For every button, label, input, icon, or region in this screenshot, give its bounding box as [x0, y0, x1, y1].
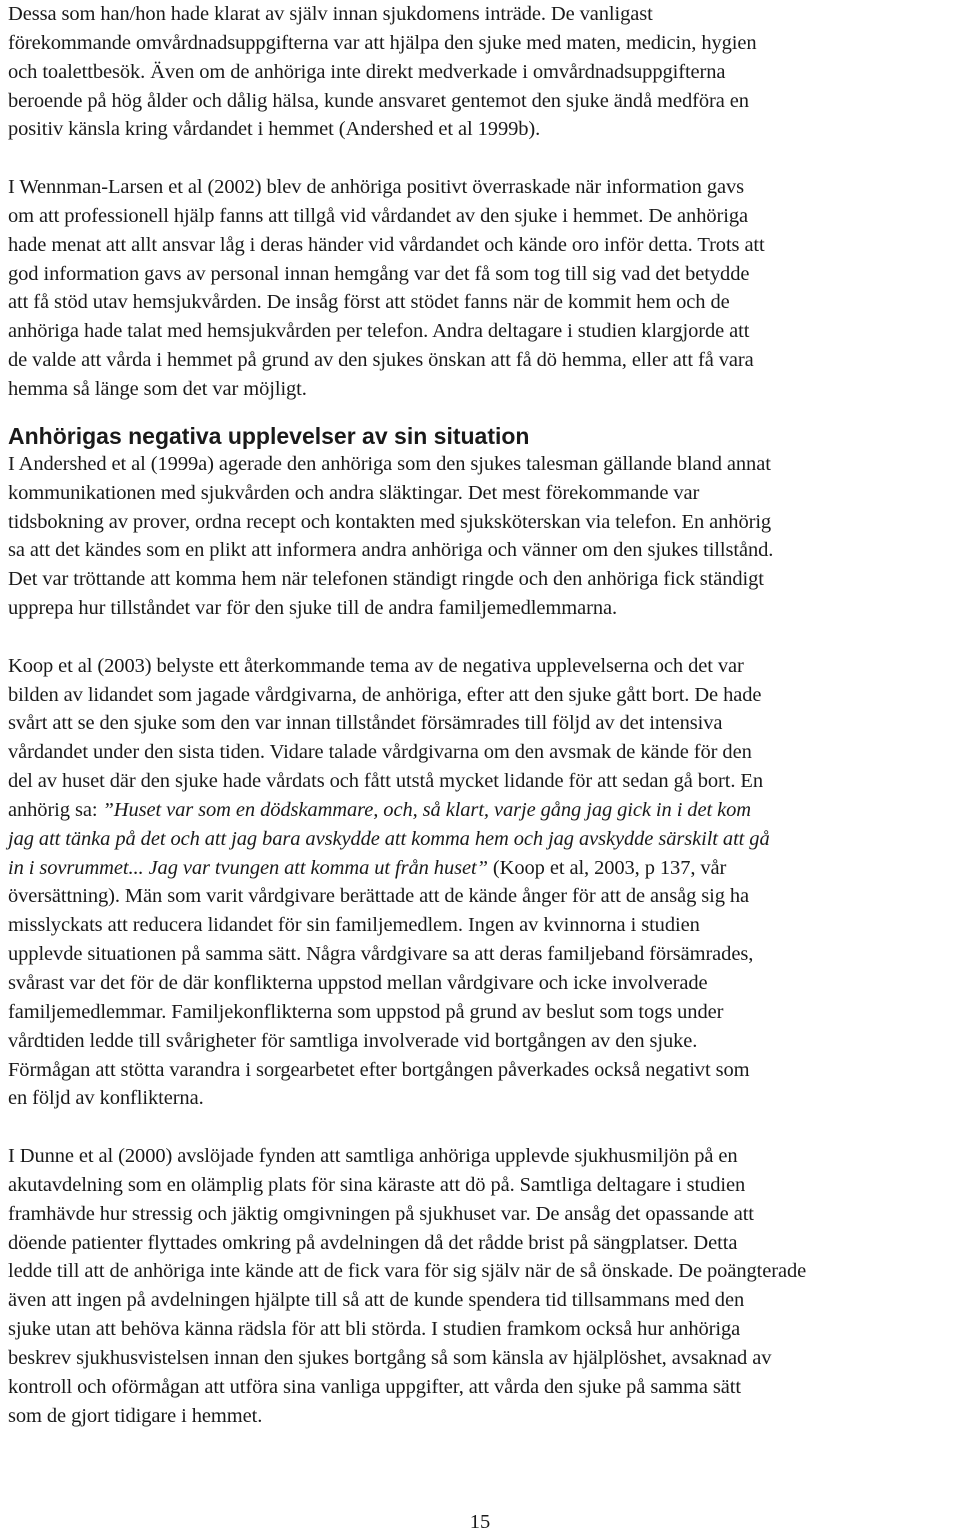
text-line: att få stöd utav hemsjukvården. De insåg först att stödet fanns när de kommit hem och de — [8, 291, 730, 314]
text-line: anhöriga hade talat med hemsjukvården per telefon. Andra deltagare i studien klargjorde att — [8, 320, 750, 343]
text-line: bilden av lidandet som jagade vårdgivarna, de anhöriga, efter att den sjuke gått bort. De hade — [8, 683, 762, 706]
text-line: familjemedlemmar. Familjekonflikterna som uppstod på grund av beslut som togs under — [8, 1000, 724, 1023]
text-line: även att ingen på avdelningen hjälpte till så att de kunde spendera tid tillsammans med den — [8, 1289, 745, 1312]
quote-citation: (Koop et al, 2003, p 137, vår — [487, 856, 727, 879]
text-line: I Dunne et al (2000) avslöjade fynden att samtliga anhöriga upplevde sjukhusmiljön på en — [8, 1145, 738, 1168]
text-line: svårast var det för de där konflikterna uppstod mellan vårdgivare och icke involverade — [8, 972, 708, 994]
text-line: vårdtiden ledde till svårigheter för samtliga involverade vid bortgången av den sjuke. — [8, 1029, 698, 1052]
text-line: sjuke utan att behöva känna rädsla för att bli störda. I studien framkom också hur anhöriga — [8, 1318, 741, 1341]
paragraph-gap — [8, 144, 958, 173]
text-line: Det var tröttande att komma hem när telefonen ständigt ringde och den anhöriga fick ständigt — [8, 568, 764, 591]
text-line: svårt att se den sjuke som den var innan tillståndet försämrades till följd av det intensiva — [8, 712, 723, 735]
text-line — [8, 796, 958, 825]
text-line: en följd av konflikterna. — [8, 1087, 204, 1110]
text-line: I Andershed et al (1999a) agerade den anhöriga som den sjukes talesman gällande bland annat — [8, 452, 771, 475]
text-line: beskrev sjukhusvistelsen innan den sjukes bortgång så som känsla av hjälplöshet, avsaknad av — [8, 1346, 772, 1369]
text-line: hemma så länge som det var möjligt. — [8, 377, 307, 400]
paragraph-gap — [8, 1113, 958, 1142]
text-line: akutavdelning som en olämplig plats för sina käraste att dö på. Samtliga deltagare i studien — [8, 1173, 746, 1196]
text-line: Dessa som han/hon hade klarat av själv innan sjukdomens inträde. De vanligast — [8, 3, 653, 25]
text-line: som de gjort tidigare i hemmet. — [8, 1404, 263, 1427]
text-line: ledde till att de anhöriga inte kände att de fick vara för sig själv när de så önskade. De poängterade — [8, 1260, 807, 1283]
text-line: sa att det kändes som en plikt att informera andra anhöriga och vänner om den sjukes tillstånd. — [8, 539, 774, 562]
paragraph-1 — [8, 0, 958, 144]
document-page — [8, 0, 958, 1431]
text-line: tidsbokning av prover, ordna recept och kontakten med sjuksköterskan via telefon. En anhörig — [8, 510, 772, 533]
text-line: positiv känsla kring vårdandet i hemmet (Andershed et al 1999b). — [8, 118, 541, 141]
text-line: misslyckats att reducera lidandet för sin familjemedlem. Ingen av kvinnorna i studien — [8, 914, 700, 937]
text-line: de valde att vårda i hemmet på grund av den sjukes önskan att få dö hemma, eller att få vara — [8, 349, 754, 372]
text-line: I Wennman-Larsen et al (2002) blev de anhöriga positivt överraskade när information gavs — [8, 176, 745, 199]
text-line: Förmågan att stötta varandra i sorgearbetet efter bortgången påverkades också negativt som — [8, 1058, 750, 1081]
paragraph-gap — [8, 623, 958, 652]
paragraph-3 — [8, 450, 958, 623]
page-number: 15 — [469, 1511, 491, 1533]
text-line: beroende på hög ålder och dålig hälsa, kunde ansvaret gentemot den sjuke ändå medföra en — [8, 89, 749, 112]
section-heading: Anhörigas negativa upplevelser av sin situation — [8, 422, 530, 449]
text-line — [8, 825, 958, 854]
text-line — [8, 854, 958, 883]
text-line: kontroll och oförmågan att utföra sina vanliga uppgifter, att vårda den sjuke på samma sätt — [8, 1375, 741, 1398]
text-line: om att professionell hjälp fanns att tillgå vid vårdandet av den sjuke i hemmet. De anhöriga — [8, 204, 748, 227]
paragraph-4 — [8, 652, 958, 1114]
text-line: hade menat att allt ansvar låg i deras händer vid vårdandet och kände oro inför detta. Trots att — [8, 233, 765, 256]
text-line: Koop et al (2003) belyste ett återkommande tema av de negativa upplevelserna och det var — [8, 654, 744, 677]
text-line: och toalettbesök. Även om de anhöriga inte direkt medverkade i omvårdnadsuppgifterna — [8, 60, 726, 83]
quote-intro: anhörig sa: — [8, 798, 103, 821]
text-line: framhävde hur stressig och jäktig omgivningen på sjukhuset var. De ansåg det opassande att — [8, 1202, 754, 1225]
text-line: upplevde situationen på samma sätt. Några vårdgivare sa att deras familjeband försämrades, — [8, 943, 754, 966]
text-line: god information gavs av personal innan hemgång var det få som tog till sig vad det betydde — [8, 262, 750, 285]
text-line: vårdandet under den sista tiden. Vidare talade vårdgivarna om den avsmak de kände för den — [8, 741, 752, 764]
quote-text: jag att tänka på det och att jag bara avskydde att komma hem och jag avskydde särskilt att gå — [8, 827, 770, 850]
text-line: kommunikationen med sjukvården och andra släktingar. Det mest förekommande var — [8, 481, 700, 504]
quote-text: ”Huset var som en dödskammare, och, så klart, varje gång jag gick in i det kom — [102, 798, 751, 821]
paragraph-2 — [8, 173, 958, 404]
text-line: del av huset där den sjuke hade vårdats och fått utstå mycket lidande för att sedan gå bort. En — [8, 770, 764, 793]
paragraph-5 — [8, 1142, 958, 1430]
text-line: upprepa hur tillståndet var för den sjuke till de andra familjemedlemmarna. — [8, 597, 617, 620]
text-line: döende patienter flyttades omkring på avdelningen då det rådde brist på sängplatser. Detta — [8, 1231, 738, 1254]
text-line: förekommande omvårdnadsuppgifterna var att hjälpa den sjuke med maten, medicin, hygien — [8, 31, 757, 54]
text-line: översättning). Män som varit vårdgivare berättade att de kände ånger för att de ansåg sig ha — [8, 885, 750, 908]
quote-text: in i sovrummet... Jag var tvungen att komma ut från huset” — [8, 856, 488, 879]
